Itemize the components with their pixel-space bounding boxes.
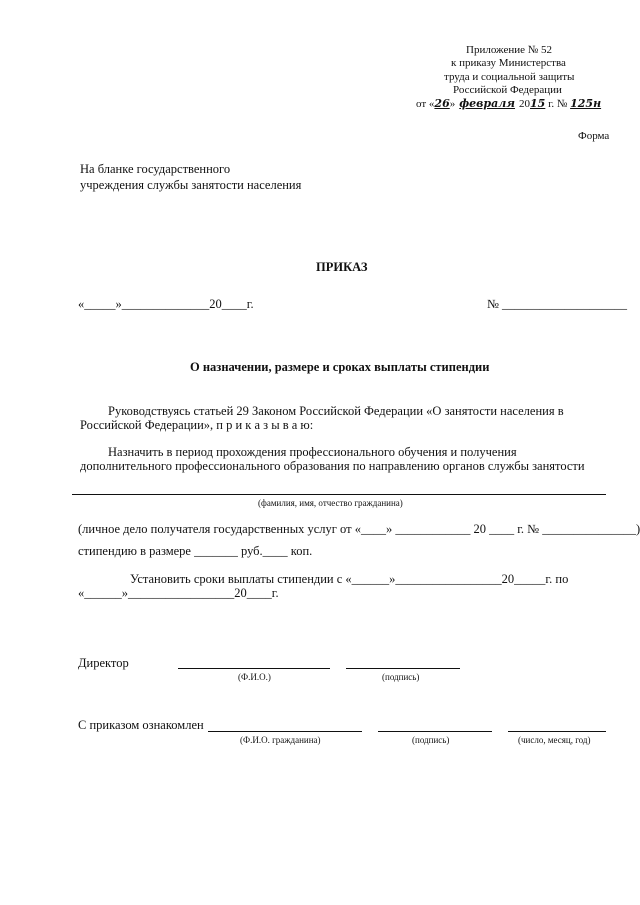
date-month: февраля bbox=[459, 97, 516, 110]
director-fio-caption: (Ф.И.О.) bbox=[238, 672, 271, 682]
blank-line-2: учреждения службы занятости населения bbox=[80, 178, 302, 192]
date-mid: » bbox=[449, 98, 456, 110]
para2-line-2: дополнительного профессионального образования по направлению органов службы занятости bbox=[80, 459, 585, 473]
order-number: 125н bbox=[570, 97, 602, 110]
acquainted-fio-caption: (Ф.И.О. гражданина) bbox=[240, 735, 321, 745]
fio-caption: (фамилия, имя, отчество гражданина) bbox=[258, 498, 403, 508]
appendix-date-row bbox=[416, 97, 601, 110]
para2-line-1: Назначить в период прохождения профессионального обучения и получения bbox=[108, 445, 517, 459]
appendix-line-4: Российской Федерации bbox=[453, 84, 562, 96]
date-suffix: г. № bbox=[548, 98, 568, 110]
form-label: Форма bbox=[578, 130, 610, 142]
date-year: 15 bbox=[530, 97, 546, 110]
acquainted-label: С приказом ознакомлен bbox=[78, 718, 204, 732]
date-day: 26 bbox=[434, 97, 450, 110]
appendix-line-1: Приложение № 52 bbox=[466, 44, 553, 56]
date-prefix: от « bbox=[416, 98, 435, 110]
acquainted-date-line bbox=[508, 731, 606, 732]
case-line: (личное дело получателя государственных услуг от «____» ____________ 20 ____ г. № _______________) bbox=[78, 522, 640, 536]
acquainted-date-caption: (число, месяц, год) bbox=[518, 735, 591, 745]
date-year-prefix: 20 bbox=[519, 98, 531, 110]
blank-line-1: На бланке государственного bbox=[80, 162, 231, 176]
acquainted-sign-caption: (подпись) bbox=[412, 735, 450, 745]
director-sign-line bbox=[346, 668, 460, 669]
appendix-line-2: к приказу Министерства bbox=[451, 57, 566, 69]
director-fio-line bbox=[178, 668, 330, 669]
appendix-line-3: труда и социальной защиты bbox=[444, 71, 575, 83]
document-title: ПРИКАЗ bbox=[316, 260, 368, 274]
order-date-field: «_____»______________20____г. bbox=[78, 297, 254, 311]
acquainted-sign-line bbox=[378, 731, 492, 732]
terms-line-2: «______»_________________20____г. bbox=[78, 586, 279, 600]
stipend-line: стипендию в размере _______ руб.____ коп. bbox=[78, 544, 313, 558]
terms-line-1: Установить сроки выплаты стипендии с «______»_________________20_____г. по bbox=[130, 572, 569, 586]
fio-line bbox=[72, 494, 606, 495]
para1-line-2: Российской Федерации», п р и к а з ы в а ю: bbox=[80, 418, 314, 432]
order-subject: О назначении, размере и сроках выплаты стипендии bbox=[190, 360, 490, 374]
acquainted-fio-line bbox=[208, 731, 362, 732]
para1-line-1: Руководствуясь статьей 29 Законом Российской Федерации «О занятости населения в bbox=[108, 404, 564, 418]
director-label: Директор bbox=[78, 656, 129, 670]
director-sign-caption: (подпись) bbox=[382, 672, 420, 682]
order-number-field: № ____________________ bbox=[487, 297, 628, 311]
